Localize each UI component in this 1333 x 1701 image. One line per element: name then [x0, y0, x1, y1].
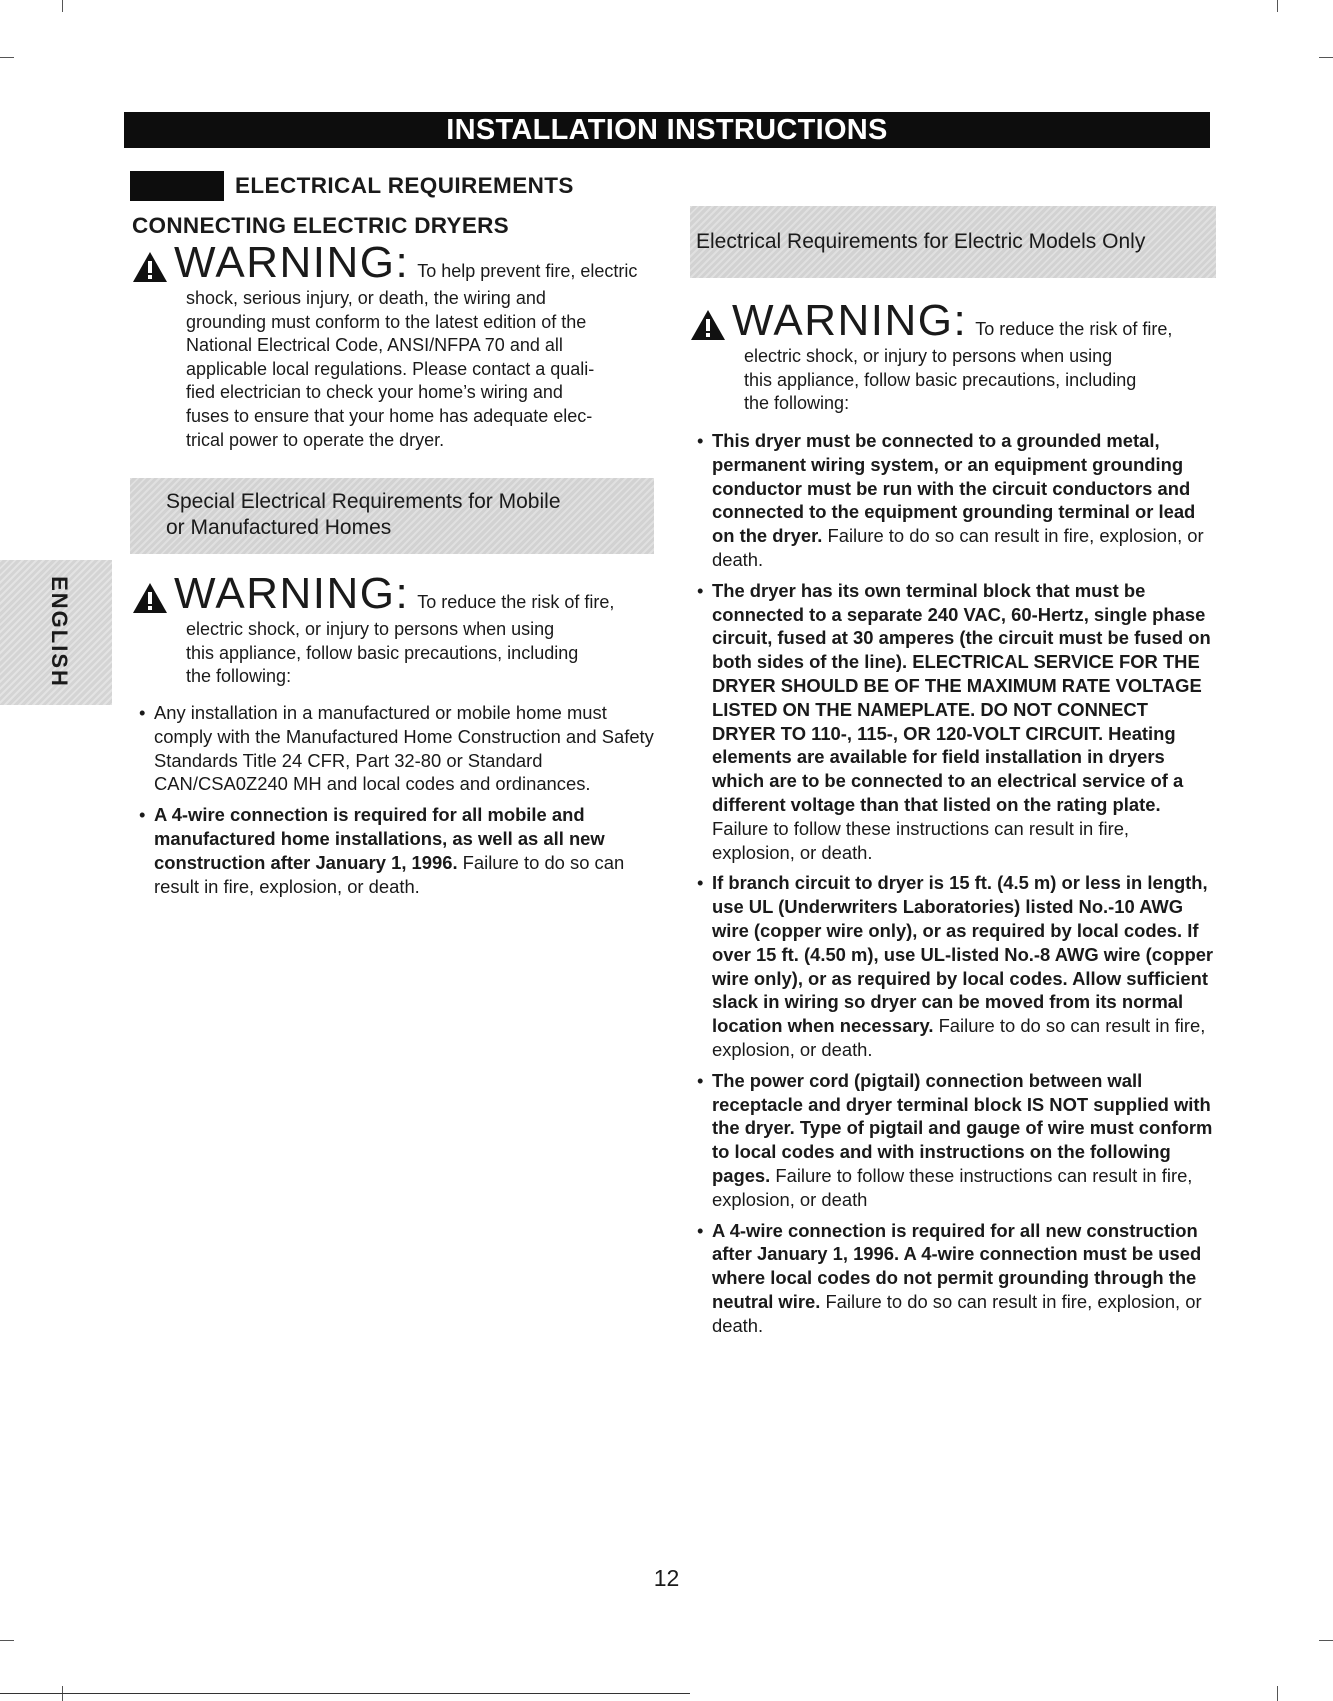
warning-line: this appliance, follow basic precautions, including	[744, 369, 1137, 390]
crop-mark	[0, 57, 14, 58]
bullet-bold-text: This dryer must be connected to a grounded metal, permanent wiring system, or an equipment grounding conductor must be run with the circuit conductors and connected to the equipment grounding terminal or lead on the dryer.	[712, 430, 1196, 547]
crop-mark	[1277, 0, 1278, 12]
section-heading	[130, 171, 574, 201]
warning-block-1	[132, 235, 662, 452]
bullet-text: Failure to follow these instructions can result in fire, explosion, or death	[712, 1164, 1193, 1210]
warning-line: shock, serious injury, or death, the wiring and	[186, 288, 546, 308]
warning-body	[186, 287, 662, 452]
crop-mark	[0, 1640, 14, 1641]
section-marker	[130, 171, 224, 201]
bullet-bold-text: A 4-wire connection is required for all mobile and manufactured home installations, as well as all new construction after January 1, 1996.	[154, 804, 605, 873]
language-tab-label: ENGLISH	[47, 576, 72, 688]
warning-label: WARNING:	[732, 296, 968, 345]
warning-triangle-icon	[132, 251, 168, 283]
crop-mark	[1319, 1640, 1333, 1641]
list-item	[697, 1069, 1215, 1212]
bullet-text: Failure to do so can result in fire, explosion, or death.	[712, 525, 1204, 570]
electric-models-title: Electrical Requirements for Electric Models Only	[696, 230, 1146, 253]
warning-line: grounding must conform to the latest edition of the	[186, 311, 587, 332]
warning-body	[744, 345, 1220, 416]
bullet-bold-text: The dryer has its own terminal block that must be connected to a separate 240 VAC, 60-Hertz, single phase circuit, fused at 30 amperes (the circuit must be fused on both sides of the line). ELECTRICAL SERVICE FOR THE DRYER SHOULD BE OF THE MAXIMUM RATE VOLTAGE LISTED ON THE NAMEPLATE. DO NOT CONNECT DRYER TO 110-, 115-, OR 120-VOLT CIRCUIT. Heating elements are available for field installation in dryers which are to be connected to an electrical service of a different voltage than that listed on the rating plate.	[712, 579, 1211, 815]
warning-line: fuses to ensure that your home has adequate elec-	[186, 405, 593, 426]
bullet-text: Any installation in a manufactured or mobile home must comply with the Manufactured Home Construction and Safety Standards Title 24 CFR, Part 32-80 or Standard CAN/CSA0Z240 MH and local codes and ordinances.	[154, 702, 654, 795]
bullet-text: Failure to do so can result in fire, explosion, or death.	[154, 851, 625, 897]
bottom-rule	[0, 1693, 690, 1694]
page-number: 12	[653, 1565, 680, 1591]
electric-models-box	[690, 206, 1216, 278]
subheading: CONNECTING ELECTRIC DRYERS	[132, 213, 509, 238]
bullet-bold-text: The power cord (pigtail) connection between wall receptacle and dryer terminal block IS NOT supplied with the dryer. Type of pigtail and gauge of wire must conform to local codes and with instructions on the following pages.	[712, 1069, 1213, 1186]
bullet-text: Failure to follow these instructions can result in fire, explosion, or death.	[712, 817, 1130, 863]
crop-mark	[62, 0, 63, 12]
warning-label: WARNING:	[174, 569, 410, 618]
warning-line: trical power to operate the dryer.	[186, 429, 445, 450]
warning-triangle-icon	[690, 309, 726, 341]
warning-text: To reduce the risk of fire,	[975, 319, 1173, 339]
warning-label: WARNING:	[174, 238, 410, 287]
right-bullet-list	[697, 429, 1215, 1344]
warning-line: electric shock, or injury to persons when using	[186, 619, 555, 639]
mobile-homes-box	[130, 478, 654, 554]
mobile-homes-title-line1: Special Electrical Requirements for Mobile	[166, 490, 561, 513]
section-title: ELECTRICAL REQUIREMENTS	[235, 173, 574, 198]
warning-body	[186, 618, 662, 689]
page-banner: INSTALLATION INSTRUCTIONS	[124, 112, 1210, 148]
bullet-bold-text: A 4-wire connection is required for all new construction after January 1, 1996. A 4-wire connection must be used where local codes do not permit grounding through the neutral wire.	[712, 1219, 1202, 1312]
list-item	[139, 803, 659, 898]
list-item	[697, 1219, 1215, 1338]
warning-triangle-icon	[132, 582, 168, 614]
bullet-text: Failure to do so can result in fire, explosion, or death.	[712, 1015, 1206, 1060]
warning-text: To help prevent fire, electric	[417, 261, 638, 281]
warning-line: this appliance, follow basic precautions, including	[186, 642, 579, 663]
warning-line: fied electrician to check your home’s wiring and	[186, 382, 563, 403]
warning-line: the following:	[186, 666, 292, 687]
list-item	[139, 701, 659, 796]
warning-text: To reduce the risk of fire,	[417, 592, 615, 612]
crop-mark	[1277, 1686, 1278, 1701]
left-bullet-list	[139, 701, 659, 905]
list-item	[697, 429, 1215, 572]
list-item	[697, 579, 1215, 865]
warning-line: applicable local regulations. Please contact a quali-	[186, 358, 595, 379]
crop-mark	[1319, 57, 1333, 58]
list-item	[697, 871, 1215, 1061]
warning-line: National Electrical Code, ANSI/NFPA 70 and all	[186, 335, 563, 356]
mobile-homes-title-line2: or Manufactured Homes	[166, 516, 392, 539]
bullet-bold-text: If branch circuit to dryer is 15 ft. (4.5 m) or less in length, use UL (Underwriters Laboratories) listed No.-10 AWG wire (copper wire only), or as required by local codes. If over 15 ft. (4.50 m), use UL-listed No.-8 AWG wire (copper wire only), or as required by local codes. Allow sufficient slack in wiring so dryer can be moved from its normal location when necessary.	[712, 872, 1214, 1037]
warning-line: the following:	[744, 393, 850, 414]
warning-line: electric shock, or injury to persons when using	[744, 346, 1113, 366]
warning-block-2	[132, 566, 662, 689]
bullet-text: Failure to do so can result in fire, explosion, or death.	[712, 1290, 1202, 1336]
warning-block-3	[690, 293, 1220, 416]
